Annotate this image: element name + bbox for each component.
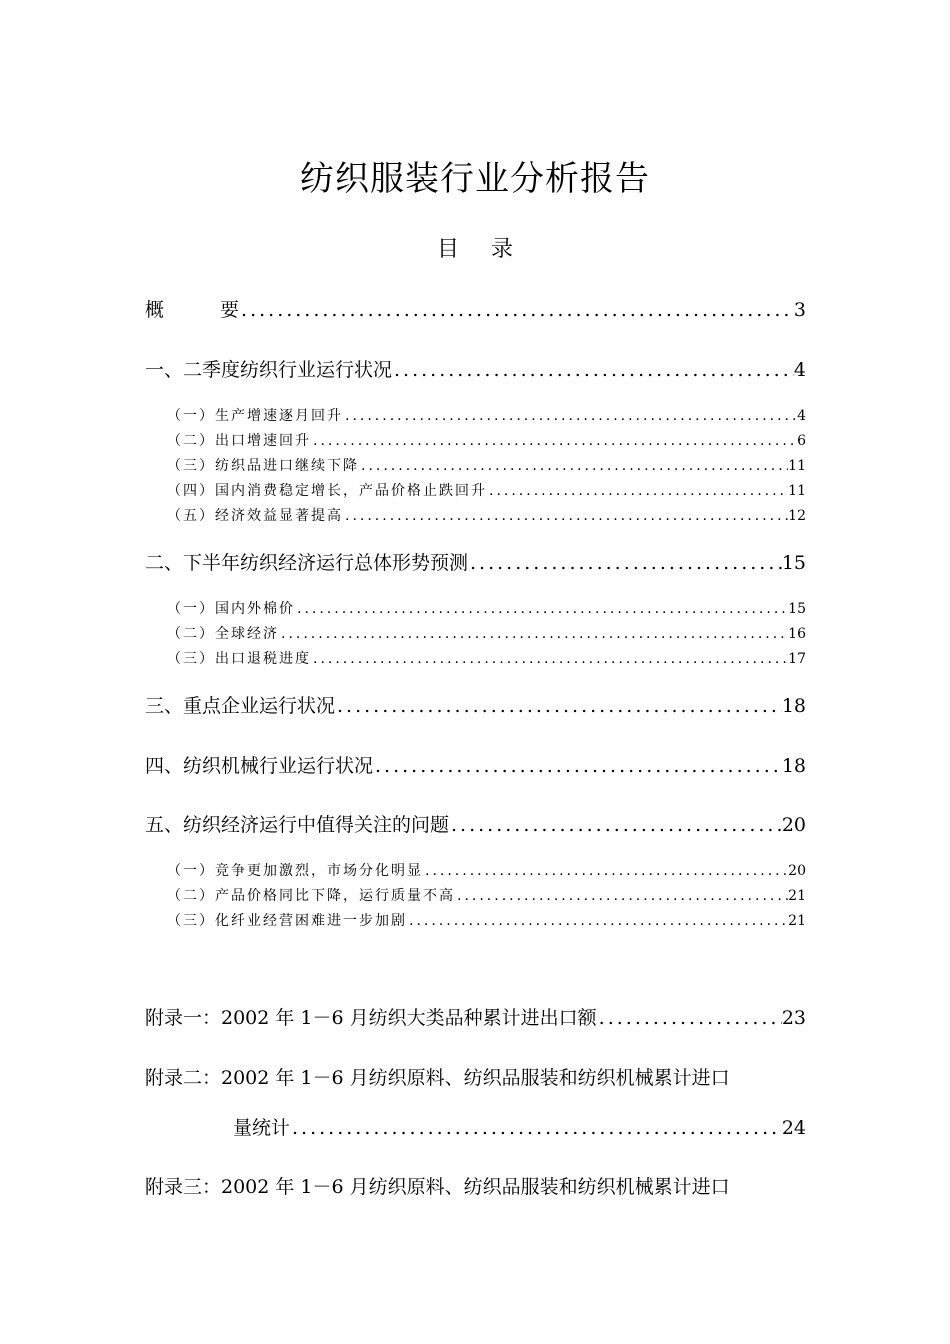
- toc-subentry[interactable]: [167, 910, 806, 932]
- toc-page-number: 12: [788, 508, 806, 524]
- toc-entry-label: （一）国内外棉价: [167, 601, 295, 617]
- toc-page-number: 11: [788, 458, 806, 474]
- toc-page-number: 18: [781, 755, 806, 777]
- toc-leader: [311, 430, 797, 452]
- toc-entry-label: （二）产品价格同比下降，运行质量不高: [167, 888, 455, 904]
- toc-leader: [597, 1002, 782, 1034]
- toc-page-number: 23: [781, 1007, 806, 1029]
- toc-subentry[interactable]: [167, 480, 806, 502]
- toc-heading: [0, 232, 950, 268]
- toc-subentry[interactable]: [167, 598, 806, 620]
- toc-leader: [239, 294, 794, 326]
- toc-entry-appendix-2-continued[interactable]: [233, 1112, 806, 1144]
- toc-entry-label: 概 要: [145, 299, 240, 321]
- toc-leader: [423, 860, 788, 882]
- toc-page-number: 20: [781, 814, 806, 836]
- toc-entry-label: 附录一：2002 年 1－6 月纺织大类品种累计进出口额: [145, 1007, 597, 1029]
- toc-entry-label: 四、纺织机械行业运行状况: [145, 755, 374, 777]
- toc-subentry[interactable]: [167, 405, 806, 427]
- toc-leader: [359, 455, 788, 477]
- toc-heading-left: 目: [436, 237, 459, 262]
- toc-leader: [455, 885, 788, 907]
- toc-subentry[interactable]: [167, 505, 806, 527]
- toc-entry-section-1[interactable]: [145, 354, 806, 386]
- toc-page-number: 20: [788, 863, 806, 879]
- document-title: 纺织服装行业分析报告: [300, 159, 650, 199]
- toc-entry-label: （三）纺织品进口继续下降: [167, 458, 359, 474]
- toc-leader: [343, 405, 797, 427]
- toc-page-number: 4: [793, 359, 806, 381]
- toc-subentry[interactable]: [167, 885, 806, 907]
- toc-page-number: 15: [781, 552, 806, 574]
- toc-entry-label: （三）出口退税进度: [167, 651, 311, 667]
- toc-page-number: 21: [788, 913, 806, 929]
- toc-leader: [295, 598, 788, 620]
- toc-page-number: 17: [788, 651, 806, 667]
- toc-leader: [407, 910, 788, 932]
- toc-leader: [373, 750, 782, 782]
- toc-page-number: 11: [788, 483, 806, 499]
- toc-subentry[interactable]: [167, 623, 806, 645]
- toc-entry-label: （五）经济效益显著提高: [167, 508, 343, 524]
- toc-page-number: 4: [797, 408, 806, 424]
- toc-page-number: 3: [793, 299, 806, 321]
- toc-leader: [311, 648, 788, 670]
- toc-entry-appendix-2[interactable]: [145, 1062, 806, 1094]
- toc-entry-label: （一）竞争更加激烈，市场分化明显: [167, 863, 423, 879]
- toc-page-number: 15: [788, 601, 806, 617]
- toc-entry-label: 附录三：2002 年 1－6 月纺织原料、纺织品服装和纺织机械累计进口: [145, 1176, 730, 1198]
- toc-leader: [343, 505, 788, 527]
- toc-leader: [392, 354, 794, 386]
- toc-page-number: 16: [788, 626, 806, 642]
- toc-entry-appendix-3[interactable]: [145, 1171, 806, 1203]
- toc-page-number: 21: [788, 888, 806, 904]
- toc-subentry[interactable]: [167, 430, 806, 452]
- toc-page-number: 6: [797, 433, 806, 449]
- toc-leader: [449, 809, 782, 841]
- toc-entry-section-5[interactable]: [145, 809, 806, 841]
- toc-entry-label: 一、二季度纺织行业运行状况: [145, 359, 393, 381]
- toc-subentry[interactable]: [167, 455, 806, 477]
- toc-entry-section-2[interactable]: [145, 547, 806, 579]
- toc-entry-label: 五、纺织经济运行中值得关注的问题: [145, 814, 450, 836]
- toc-entry-label: （二）全球经济: [167, 626, 279, 642]
- toc-entry-section-4[interactable]: [145, 750, 806, 782]
- toc-entry-appendix-1[interactable]: [145, 1002, 806, 1034]
- toc-entry-label: 三、重点企业运行状况: [145, 695, 336, 717]
- toc-leader: [279, 623, 788, 645]
- toc-leader: [487, 480, 788, 502]
- toc-entry-label: （三）化纤业经营困难进一步加剧: [167, 913, 407, 929]
- toc-subentry[interactable]: [167, 860, 806, 882]
- toc-entry-label: 二、下半年纺织经济运行总体形势预测: [145, 552, 469, 574]
- toc-entry-label: （一）生产增速逐月回升: [167, 408, 343, 424]
- toc-heading-right: 录: [491, 237, 514, 262]
- toc-leader: [290, 1112, 782, 1144]
- toc-page-number: 18: [781, 695, 806, 717]
- toc-entry-section-3[interactable]: [145, 690, 806, 722]
- toc-page-number: 24: [781, 1117, 806, 1139]
- toc-entry-summary[interactable]: [145, 294, 806, 326]
- toc-entry-label: 附录二：2002 年 1－6 月纺织原料、纺织品服装和纺织机械累计进口: [145, 1067, 730, 1089]
- toc-leader: [468, 547, 782, 579]
- toc-leader: [335, 690, 782, 722]
- toc-entry-label: （四）国内消费稳定增长，产品价格止跌回升: [167, 483, 487, 499]
- toc-entry-label: 量统计: [233, 1117, 291, 1139]
- toc-subentry[interactable]: [167, 648, 806, 670]
- toc-entry-label: （二）出口增速回升: [167, 433, 311, 449]
